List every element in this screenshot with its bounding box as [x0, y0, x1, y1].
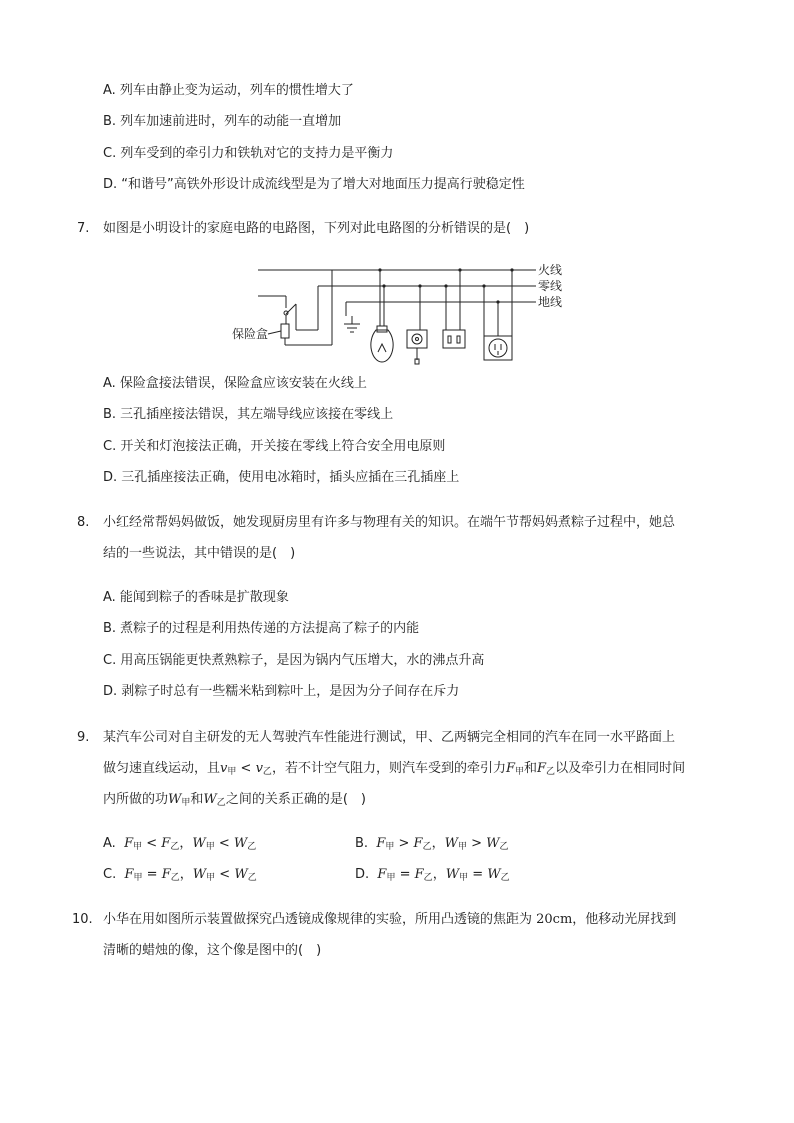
live-wire-label: 火线: [538, 263, 563, 277]
q8-option-a: A. 能闻到粽子的香味是扩散现象: [103, 590, 289, 605]
q8-option-d: D. 剥粽子时总有一些糯米粘到粽叶上，是因为分子间存在斥力: [103, 684, 460, 699]
fuse-box-label: 保险盒: [232, 327, 269, 341]
q10-number: 10.: [72, 912, 93, 927]
ground-wire-label: 地线: [538, 295, 563, 309]
q9-option-a: A. $F_甲 < F_乙$，$W_甲 < W_乙$: [103, 836, 257, 852]
q7-option-a: A. 保险盒接法错误，保险盒应该安装在火线上: [103, 376, 367, 391]
q6-option-c: C. 列车受到的牵引力和铁轨对它的支持力是平衡力: [103, 146, 394, 161]
q9-stem-line3: 内所做的功$W_甲$和$W_乙$之间的关系正确的是( ): [103, 792, 366, 808]
q10-stem-line2: 清晰的蜡烛的像，这个像是图中的( ): [103, 943, 322, 958]
q9-option-b: B. $F_甲 > F_乙$，$W_甲 > W_乙$: [355, 836, 509, 852]
q9-stem-line1: 某汽车公司对自主研发的无人驾驶汽车性能进行测试，甲、乙两辆完全相同的汽车在同一水平路面上: [103, 730, 676, 745]
q7-stem: 如图是小明设计的家庭电路的电路图，下列对此电路图的分析错误的是( ): [103, 221, 530, 236]
q9-option-d: D. $F_甲 = F_乙$，$W_甲 = W_乙$: [355, 867, 510, 883]
q8-stem-line1: 小红经常帮妈妈做饭，她发现厨房里有许多与物理有关的知识。在端午节帮妈妈煮粽子过程中，她总: [103, 515, 676, 530]
q7-option-c: C. 开关和灯泡接法正确，开关接在零线上符合安全用电原则: [103, 439, 446, 454]
q8-number: 8.: [77, 515, 90, 530]
q6-option-d: D. “和谐号”高铁外形设计成流线型是为了增大对地面压力提高行驶稳定性: [103, 177, 525, 192]
q9-stem-line2: 做匀速直线运动，且$v_甲 < v_乙$，若不计空气阻力，则汽车受到的牵引力$F_甲$和$F_乙$以及牵引力在相同时间: [103, 761, 686, 777]
q9-option-c: C. $F_甲 = F_乙$，$W_甲 < W_乙$: [103, 867, 257, 883]
q6-option-b: B. 列车加速前进时，列车的动能一直增加: [103, 114, 342, 129]
q7-number: 7.: [77, 221, 90, 236]
neutral-wire-label: 零线: [538, 279, 563, 293]
q7-option-d: D. 三孔插座接法正确，使用电冰箱时，插头应插在三孔插座上: [103, 470, 460, 485]
q8-stem-line2: 结的一些说法，其中错误的是( ): [103, 546, 296, 561]
q9-number: 9.: [77, 730, 90, 745]
q8-option-b: B. 煮粽子的过程是利用热传递的方法提高了粽子的内能: [103, 621, 420, 636]
q7-option-b: B. 三孔插座接法错误，其左端导线应该接在零线上: [103, 407, 394, 422]
q10-stem-line1: 小华在用如图所示装置做探究凸透镜成像规律的实验，所用凸透镜的焦距为 20cm，他移动光屏找到: [103, 912, 677, 927]
q8-option-c: C. 用高压锅能更快煮熟粽子，是因为锅内气压增大，水的沸点升高: [103, 653, 485, 668]
q6-option-a: A. 列车由静止变为运动，列车的惯性增大了: [103, 83, 354, 98]
